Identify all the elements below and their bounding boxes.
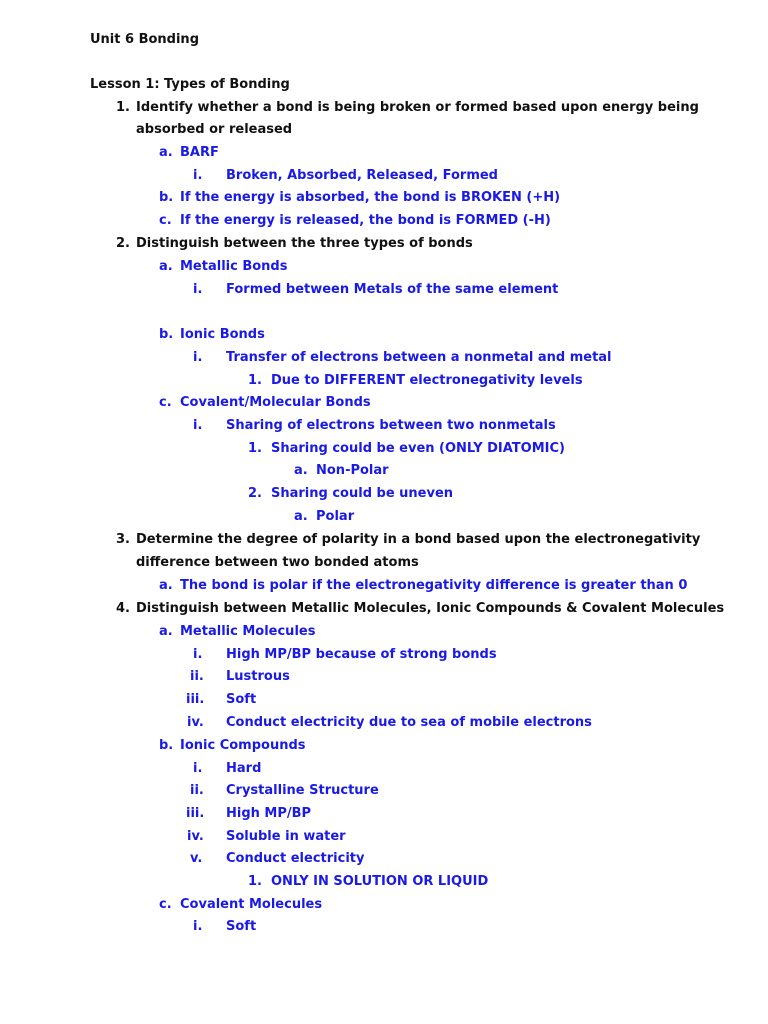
list-item: Due to DIFFERENT electronegativity levels [271,373,583,388]
list-marker: a. [294,463,308,478]
objective-3-number: 3. [116,532,130,547]
list-marker: 1. [248,441,262,456]
list-marker: i. [193,761,203,776]
list-item: Covalent Molecules [180,897,323,912]
list-item: The bond is polar if the electronegativity difference is greater than 0 [180,578,688,593]
list-marker: i. [193,647,203,662]
list-marker: a. [159,578,173,593]
list-marker: i. [193,919,203,934]
list-item: High MP/BP [226,806,312,821]
list-marker: c. [159,395,172,410]
list-item: Crystalline Structure [226,783,379,798]
list-item: Sharing could be even (ONLY DIATOMIC) [271,441,565,456]
list-marker: a. [159,259,173,274]
list-marker: i. [193,168,203,183]
list-item: If the energy is absorbed, the bond is BROKEN (+H) [180,190,561,205]
document-title: Unit 6 Bonding [90,32,199,47]
list-marker: i. [193,282,203,297]
list-item: Soluble in water [226,829,346,844]
list-item: Conduct electricity [226,851,365,866]
list-item: ONLY IN SOLUTION OR LIQUID [271,874,489,889]
objective-3-text: Determine the degree of polarity in a bond based upon the electronegativity [136,532,701,547]
list-marker: ii. [190,783,204,798]
list-item: If the energy is released, the bond is FORMED (-H) [180,213,551,228]
list-marker: 1. [248,874,262,889]
list-marker: iv. [187,829,204,844]
list-marker: 1. [248,373,262,388]
list-item: Broken, Absorbed, Released, Formed [226,168,498,183]
list-item: Transfer of electrons between a nonmetal and metal [226,350,612,365]
list-item: High MP/BP because of strong bonds [226,647,497,662]
list-marker: b. [159,327,174,342]
list-marker: a. [159,624,173,639]
list-item: Sharing could be uneven [271,486,454,501]
list-marker: 2. [248,486,262,501]
objective-4-number: 4. [116,601,130,616]
list-marker: b. [159,738,174,753]
list-item: Covalent/Molecular Bonds [180,395,371,410]
objective-1-text: Identify whether a bond is being broken or formed based upon energy being [136,100,699,115]
list-marker: a. [159,145,173,160]
list-item: Formed between Metals of the same element [226,282,559,297]
list-marker: ii. [190,669,204,684]
list-marker: iv. [187,715,204,730]
objective-3-text-cont: difference between two bonded atoms [136,555,419,570]
list-marker: c. [159,213,172,228]
objective-4-text: Distinguish between Metallic Molecules, Ionic Compounds & Covalent Molecules [136,601,725,616]
list-marker: c. [159,897,172,912]
list-item: Conduct electricity due to sea of mobile electrons [226,715,592,730]
objective-2-text: Distinguish between the three types of bonds [136,236,473,251]
list-item: BARF [180,145,219,160]
lesson-title: Lesson 1: Types of Bonding [90,77,290,92]
list-item: Metallic Bonds [180,259,288,274]
list-item: Polar [316,509,355,524]
list-item: Metallic Molecules [180,624,316,639]
list-marker: v. [190,851,203,866]
objective-1-text-cont: absorbed or released [136,122,293,137]
objective-2-number: 2. [116,236,130,251]
list-marker: b. [159,190,174,205]
list-marker: i. [193,418,203,433]
list-marker: iii. [186,806,205,821]
list-marker: i. [193,350,203,365]
list-item: Hard [226,761,262,776]
list-item: Sharing of electrons between two nonmetals [226,418,556,433]
list-marker: iii. [186,692,205,707]
list-marker: a. [294,509,308,524]
list-item: Ionic Bonds [180,327,265,342]
list-item: Non-Polar [316,463,389,478]
list-item: Soft [226,692,257,707]
list-item: Soft [226,919,257,934]
list-item: Lustrous [226,669,290,684]
list-item: Ionic Compounds [180,738,306,753]
objective-1-number: 1. [116,100,130,115]
